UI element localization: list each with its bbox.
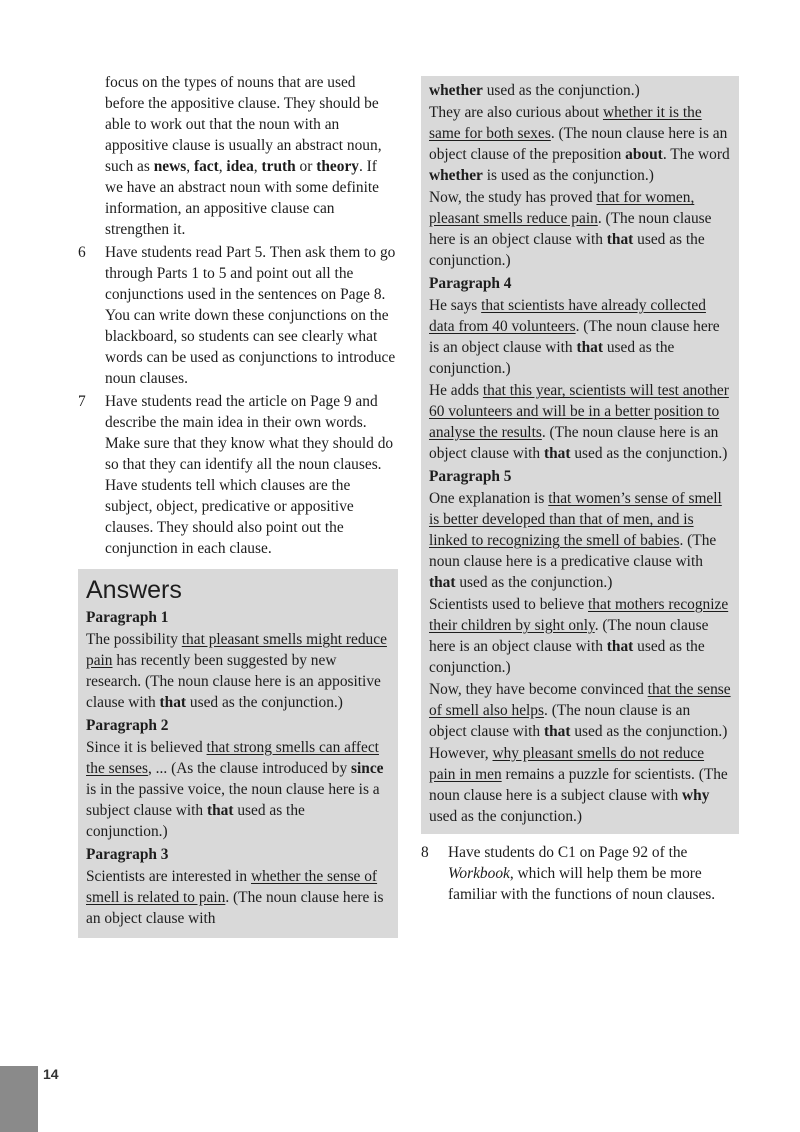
answers-box-continued (421, 76, 739, 834)
step-number: 7 (78, 393, 86, 410)
step-text: Have students read Part 5. Then ask them to go through Parts 1 to 5 and point out all the conjunctions used in the sentences on Page 8. You can write down these conjunctions on the blackboard, so students can see clearly what words can be used as conjunctions to introduce noun clauses. (105, 244, 396, 387)
paragraph-heading: Paragraph 2 (86, 717, 169, 734)
step-number: 6 (78, 244, 86, 261)
step-8 (421, 842, 739, 905)
answer-text: They are also curious about whether it is the same for both sexes. (The noun clause here is an object clause of the preposition about. The word whether is used as the conjunction.) (429, 104, 730, 184)
paragraph-heading: Paragraph 1 (86, 609, 169, 626)
answer-text: The possibility that pleasant smells might reduce pain has recently been suggested by new research. (The noun clause here is an appositive clause with that used as the conjunction.) (86, 631, 387, 711)
answer-text: He adds that this year, scientists will test another 60 volunteers and will be in a better position to analyse the results. (The noun clause here is an object clause with that used as the conjunction.) (429, 382, 729, 462)
intro-paragraph: focus on the types of nouns that are used before the appositive clause. They should be able to work out that the noun with an appositive clause is usually an abstract noun, such as news, fact, idea, truth or theory. If we have an abstract noun with some definite information, an appositive clause can strengthen it. (105, 74, 382, 238)
paragraph-heading: Paragraph 5 (429, 468, 512, 485)
paragraph-heading: Paragraph 3 (86, 846, 169, 863)
answer-text: Scientists are interested in whether the sense of smell is related to pain. (The noun clause here is an object clause with (86, 868, 384, 927)
answer-text: However, why pleasant smells do not reduce pain in men remains a puzzle for scientists. (The noun clause here is a subject clause with why used as the conjunction.) (429, 745, 728, 825)
page-number: 14 (43, 1066, 59, 1082)
step-text: Have students read the article on Page 9 and describe the main idea in their own words. Make sure that they know what they should do so that they can identify all the noun clauses. Have students tell which clauses are the subject, object, predicative or appositive clauses. They should also point out the conjunction in each clause. (105, 393, 394, 557)
answer-text: One explanation is that women’s sense of smell is better developed than that of men, and is linked to recognizing the smell of babies. (The noun clause here is a predicative clause with that used as the conjunction.) (429, 490, 722, 591)
answer-text: Now, the study has proved that for women, pleasant smells reduce pain. (The noun clause here is an object clause with that used as the conjunction.) (429, 189, 712, 269)
answer-text: Now, they have become convinced that the sense of smell also helps. (The noun clause is an object clause with that used as the conjunction.) (429, 681, 731, 740)
answer-text: Since it is believed that strong smells can affect the senses, ... (As the clause introduced by since is in the passive voice, the noun clause here is a subject clause with that used as the conjunction.) (86, 739, 384, 840)
page-tab (0, 1066, 38, 1132)
answer-text: He says that scientists have already collected data from 40 volunteers. (The noun clause here is an object clause with that used as the conjunction.) (429, 297, 720, 377)
step-7 (78, 391, 398, 559)
answers-title: Answers (86, 576, 182, 604)
step-6 (78, 242, 398, 389)
step-text: Have students do C1 on Page 92 of the Workbook, which will help them be more familiar with the functions of noun clauses. (448, 844, 716, 903)
step-number: 8 (421, 844, 429, 861)
left-column (78, 72, 398, 938)
answer-text: Scientists used to believe that mothers recognize their children by sight only. (The noun clause here is an object clause with that used as the conjunction.) (429, 596, 729, 676)
answers-box (78, 569, 398, 938)
answer-text: whether used as the conjunction.) (429, 82, 640, 99)
right-column (421, 76, 739, 907)
paragraph-heading: Paragraph 4 (429, 275, 512, 292)
